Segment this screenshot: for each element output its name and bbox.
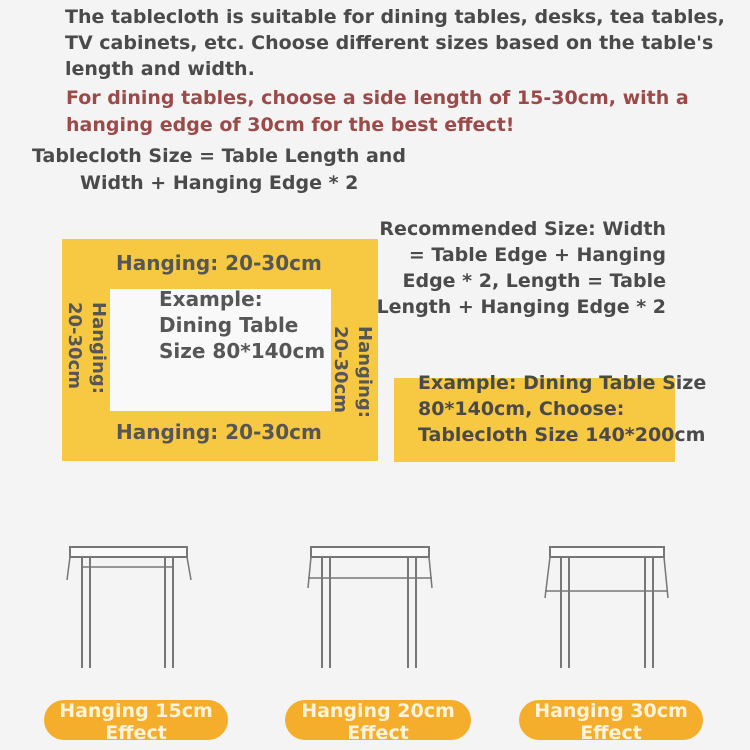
hanging-left-label: Hanging: 20-30cm [64, 302, 109, 394]
formula-line-1: Tablecloth Size = Table Length and [32, 145, 406, 167]
hanging-bottom-label: Hanging: 20-30cm [116, 420, 322, 444]
recommended-size-text: Recommended Size: Width = Table Edge + Hanging Edge * 2, Length = Table Length + Hanging Edge * 2 [376, 218, 666, 318]
hanging-right-label: Hanging: 20-30cm [330, 326, 375, 418]
effect-20cm-badge [285, 700, 471, 740]
effect-30cm-sub: Effect [580, 722, 642, 740]
intro-text: The tablecloth is suitable for dining tables, desks, tea tables, TV cabinets, etc. Choose different sizes based on the table's length and width. [65, 6, 725, 80]
example-choice-text: Example: Dining Table Size 80*140cm, Choose: Tablecloth Size 140*200cm [418, 372, 707, 446]
formula-line-2: Width + Hanging Edge * 2 [80, 172, 359, 194]
effect-15cm-sub: Effect [105, 722, 167, 740]
effect-15cm-badge [44, 700, 228, 740]
effect-30cm-label: Hanging 30cm [534, 700, 688, 722]
effect-15cm-label: Hanging 15cm [59, 700, 213, 722]
table-20cm-illustration [308, 547, 432, 668]
hanging-top-label: Hanging: 20-30cm [116, 251, 322, 275]
effect-20cm-sub: Effect [347, 722, 409, 740]
table-example-label: Example: Dining Table Size 80*140cm [159, 287, 326, 363]
table-30cm-illustration [545, 547, 668, 668]
table-15cm-illustration [67, 547, 191, 668]
effect-30cm-badge [519, 700, 703, 740]
dining-note: For dining tables, choose a side length of 15-30cm, with a hanging edge of 30cm for the best effect! [66, 87, 689, 136]
effect-20cm-label: Hanging 20cm [301, 700, 455, 722]
